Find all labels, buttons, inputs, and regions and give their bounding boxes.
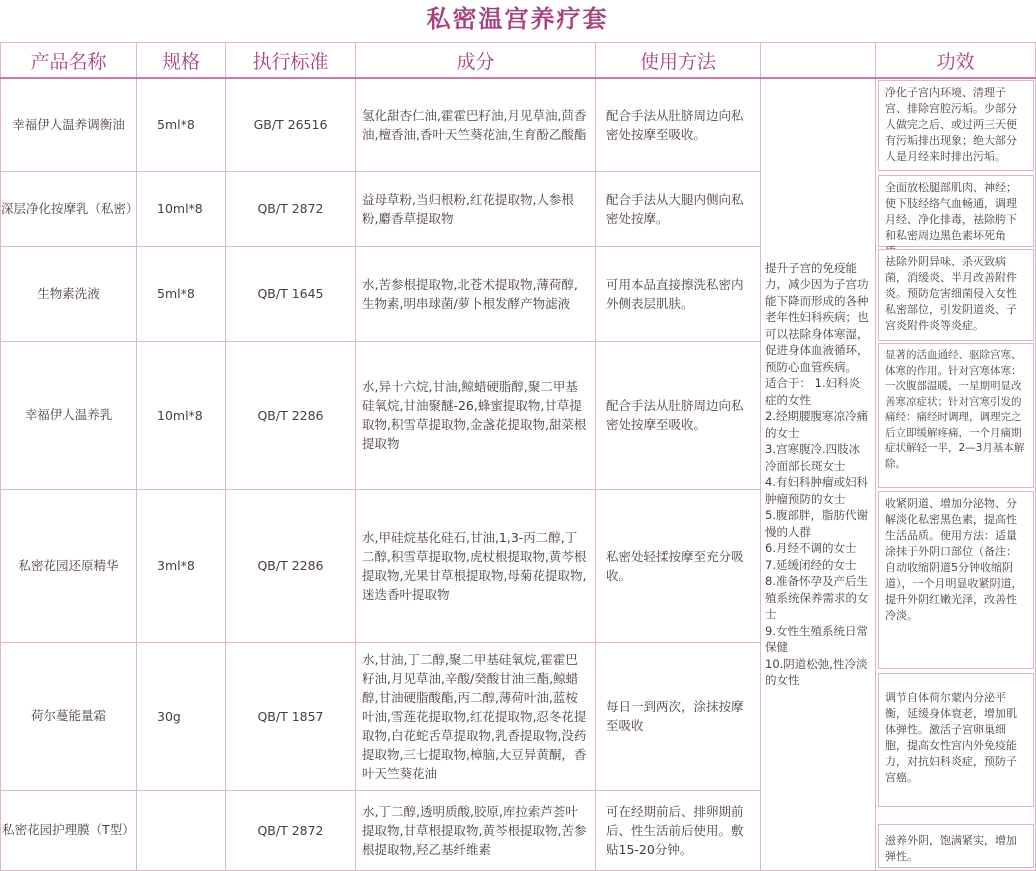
product-standard: QB/T 2872 xyxy=(226,171,356,246)
product-usage: 私密处轻揉按摩至充分吸收。 xyxy=(596,489,761,642)
efficacy-item: 收紧阴道、增加分泌物、分解淡化私密黑色素，提高性生活品质。使用方法：适量涂抹于外阴口部位（备注：自动收缩阴道5分钟收缩阴道），一个月明显收紧阴道，提升外阴红嫩光泽，改善性冷淡。 xyxy=(878,491,1034,669)
efficacy-item: 祛除外阴异味、杀灭致病菌，消缓炎、半月改善附件炎。预防危害细菌侵入女性私密部位，引发阴道炎、子宫炎附件炎等炎症。 xyxy=(878,249,1034,341)
product-usage: 每日一到两次，涂抹按摩至吸收 xyxy=(596,642,761,790)
product-table xyxy=(0,42,1036,871)
suitable-item: 4.有妇科肿瘤或妇科肿瘤预防的女士 xyxy=(765,475,868,506)
header-usage: 使用方法 xyxy=(596,43,761,79)
product-usage: 配合手法从肚脐周边向私密处按摩至吸收。 xyxy=(596,78,761,171)
product-ingredients: 水,苦参根提取物,北苍术提取物,薄荷醇,生物素,明串球菌/萝卜根发酵产物滤液 xyxy=(356,246,596,341)
product-usage: 配合手法从肚脐周边向私密处按摩至吸收。 xyxy=(596,341,761,489)
product-spec: 10ml*8 xyxy=(137,171,226,246)
table-header-row xyxy=(1,43,1036,79)
suitable-item: 5.腹部胖，脂肪代谢慢的人群 xyxy=(765,508,868,539)
common-benefits-cell xyxy=(761,78,876,870)
efficacy-item: 滋养外阴，饱满紧实，增加弹性。 xyxy=(878,824,1034,868)
product-standard: GB/T 26516 xyxy=(226,78,356,171)
header-efficacy: 功效 xyxy=(876,43,1036,79)
suitable-item: 10.阴道松弛,性冷淡的女性 xyxy=(765,656,868,688)
product-ingredients: 水,甲硅烷基化硅石,甘油,1,3-丙二醇,丁二醇,积雪草提取物,虎杖根提取物,黄芩根提取物,光果甘草根提取物,母菊花提取物,迷迭香叶提取物 xyxy=(356,489,596,642)
efficacy-column xyxy=(876,78,1036,870)
product-name: 幸福伊人温养乳 xyxy=(1,341,137,489)
header-spec: 规格 xyxy=(137,43,226,79)
product-name: 幸福伊人温养调衡油 xyxy=(1,78,137,171)
product-usage: 可用本品直接擦洗私密内外侧表层肌肤。 xyxy=(596,246,761,341)
product-usage: 配合手法从大腿内侧向私密处按摩。 xyxy=(596,171,761,246)
suitable-item: 7.延缓闭经的女士 xyxy=(765,557,857,572)
product-spec xyxy=(137,790,226,870)
product-name: 荷尔蔓能量霜 xyxy=(1,642,137,790)
product-name: 私密花园护理膜（T型） xyxy=(1,790,137,870)
product-ingredients: 水,甘油,丁二醇,聚二甲基硅氧烷,霍霍巴籽油,月见草油,辛酸/癸酸甘油三酯,鲸蜡醇,甘油硬脂酸酯,丙二醇,薄荷叶油,蓝桉叶油,雪莲花提取物,红花提取物,忍冬花提取物,白花蛇舌草提取物,乳香提取物,没药提取物,三七提取物,樟脑,大豆异黄酮，香叶天竺葵花油 xyxy=(356,642,596,790)
product-name: 私密花园还原精华 xyxy=(1,489,137,642)
suitable-item: 3.宫寒腹冷.四肢冰冷面部长斑女士 xyxy=(765,442,861,473)
product-ingredients: 水,丁二醇,透明质酸,胶原,库拉索芦荟叶提取物,甘草根提取物,黄芩根提取物,苦参根提取物,羟乙基纤维素 xyxy=(356,790,596,870)
product-ingredients: 氢化甜杏仁油,霍霍巴籽油,月见草油,茴香油,檀香油,香叶天竺葵花油,生育酚乙酸酯 xyxy=(356,78,596,171)
header-gap xyxy=(761,43,876,79)
suitable-item: 8.准备怀孕及产后生殖系统保养需求的女士 xyxy=(765,574,869,622)
product-ingredients: 益母草粉,当归根粉,红花提取物,人参根粉,麝香草提取物 xyxy=(356,171,596,246)
header-standard: 执行标准 xyxy=(226,43,356,79)
product-standard: QB/T 2872 xyxy=(226,790,356,870)
product-ingredients: 水,异十六烷,甘油,鲸蜡硬脂醇,聚二甲基硅氧烷,甘油聚醚-26,蜂蜜提取物,甘草提取物,积雪草提取物,金盏花提取物,甜菜根提取物 xyxy=(356,341,596,489)
product-standard: QB/T 1645 xyxy=(226,246,356,341)
product-name: 生物素洗液 xyxy=(1,246,137,341)
suitable-item: 1.妇科炎症的女性 xyxy=(765,376,861,407)
suitable-heading: 适合于： xyxy=(765,376,811,391)
efficacy-item: 调节自体荷尔蒙内分泌平衡，延缓身体衰老，增加肌体弹性。激活子宫卵巢细胞，提高女性宫内外免疫能力，对抗妇科炎症，预防子宫癌。 xyxy=(878,673,1034,807)
header-ingredients: 成分 xyxy=(356,43,596,79)
product-usage: 可在经期前后、排卵期前后、性生活前后使用。敷贴15-20分钟。 xyxy=(596,790,761,870)
product-standard: QB/T 2286 xyxy=(226,341,356,489)
product-table-frame xyxy=(0,42,1035,870)
efficacy-item: 显著的活血通经、驱除宫寒、体寒的作用。针对宫寒体寒：一次腹部温暖，一星期明显改善寒凉症状；针对宫寒引发的痛经：痛经时调理，调理完之后立即缓解疼痛，一个月痛期症状解轻一半，2—3月基本解除。 xyxy=(878,343,1034,488)
efficacy-item: 净化子宫内环境、清理子宫、排除宫腔污垢。少部分人做完之后、或过两三天便有污垢排出现象；绝大部分人是月经来时排出污垢。 xyxy=(878,80,1034,171)
product-standard: QB/T 1857 xyxy=(226,642,356,790)
product-spec: 30g xyxy=(137,642,226,790)
table-row xyxy=(1,78,1036,171)
product-spec: 5ml*8 xyxy=(137,246,226,341)
suitable-item: 6.月经不调的女士 xyxy=(765,541,857,556)
header-name: 产品名称 xyxy=(1,43,137,79)
page-title: 私密温宫养疗套 xyxy=(426,5,609,33)
product-standard: QB/T 2286 xyxy=(226,489,356,642)
common-benefits-intro: 提升子宫的免疫能力，减少因为子宫功能下降而形成的各种老年性妇科疾病；也可以祛除身体寒湿，促进身体血液循环，预防心血管疾病。 xyxy=(765,260,869,374)
product-name: 深层净化按摩乳（私密） xyxy=(1,171,137,246)
product-spec: 10ml*8 xyxy=(137,341,226,489)
suitable-item: 2.经期腰腹寒凉冷痛的女士 xyxy=(765,409,868,440)
efficacy-item: 全面放松腿部肌肉、神经；使下肢经络气血畅通，调理月经、净化排毒，祛除胯下和私密周边黑色素坏死角 xyxy=(878,175,1034,247)
product-spec: 3ml*8 xyxy=(137,489,226,642)
product-spec: 5ml*8 xyxy=(137,78,226,171)
suitable-item: 9.女性生殖系统日常保健 xyxy=(765,623,868,655)
